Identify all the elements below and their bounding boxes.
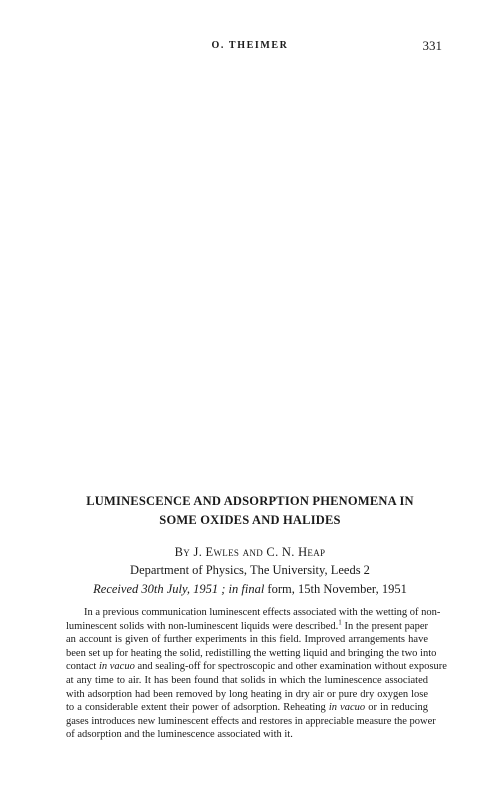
abstract-emphasis: in vacuo: [328, 702, 366, 714]
author-byline: By J. Ewles and C. N. Heap: [174, 545, 326, 559]
abstract-line: [66, 620, 428, 634]
abstract-text: In the present paper: [341, 620, 428, 632]
article-title-line-2: SOME OXIDES AND HALIDES: [159, 513, 341, 527]
abstract-line: [66, 701, 428, 715]
running-head: [0, 38, 500, 54]
abstract-text: or in reducing: [365, 702, 428, 714]
abstract-text: to a considerable extent their power of adsorption. Reheating: [66, 702, 329, 714]
received-form: form, 15th November, 1951: [267, 582, 407, 596]
article-title-line-1: LUMINESCENCE AND ADSORPTION PHENOMENA IN: [86, 494, 414, 508]
abstract-line: gases introduces new luminescent effects and restores in appreciable measure the power: [66, 715, 436, 727]
abstract-text: and sealing-off for spectroscopic and other examination without exposure: [134, 661, 447, 673]
abstract-line: an account is given of further experiments in this field. Improved arrangements have: [66, 634, 428, 646]
abstract-line: of adsorption and the luminescence associated with it.: [66, 729, 293, 741]
abstract: [66, 606, 447, 742]
received-final: final: [241, 582, 265, 596]
abstract-line: [66, 660, 447, 674]
abstract-line: at any time to air. It has been found that solids in which the luminescence associated: [66, 674, 428, 686]
author-affiliation: Department of Physics, The University, Leeds 2: [130, 563, 370, 577]
abstract-line: been set up for heating the solid, redistilling the wetting liquid and bringing the two into: [66, 647, 437, 659]
received-text: Received 30th July, 1951 ; in: [93, 582, 239, 596]
abstract-text: contact: [66, 661, 99, 673]
abstract-line: with adsorption had been removed by long heating in dry air or pure dry oxygen lose: [66, 688, 428, 700]
page-number: 331: [422, 38, 442, 53]
received-date: [0, 582, 500, 597]
abstract-emphasis: in vacuo: [98, 661, 135, 673]
abstract-text: luminescent solids with non-luminescent liquids were described.: [66, 620, 339, 632]
running-author: O. THEIMER: [211, 40, 289, 51]
abstract-line: In a previous communication luminescent effects associated with the wetting of non-: [84, 607, 441, 618]
reference-marker: 1: [338, 618, 342, 627]
article-title: [60, 492, 440, 530]
